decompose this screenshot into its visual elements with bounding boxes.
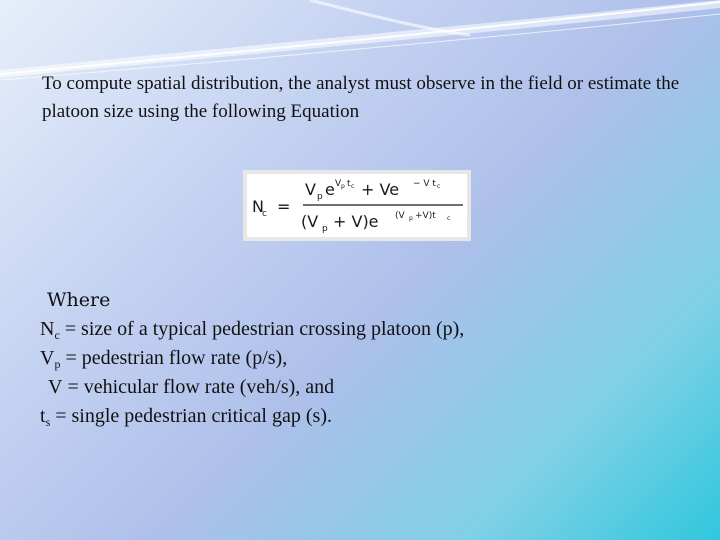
eq-den-exp: (V xyxy=(395,211,405,221)
eq-equals: = xyxy=(277,197,291,216)
definition-line: $V_p$ = pedestrian flow rate (p/s), xyxy=(40,347,288,371)
eq-num-exp2-sub: c xyxy=(437,183,441,190)
eq-den-exp-sub-c: c xyxy=(447,215,451,222)
eq-den-exp-plus: +V)t xyxy=(415,211,436,221)
eq-num-exp2: − V t xyxy=(413,179,436,189)
eq-num-plus: + Ve xyxy=(361,180,400,199)
eq-num-vp-sub: p xyxy=(317,192,323,202)
eq-num-exp1-t-sub: c xyxy=(351,183,355,190)
eq-den-sub-p: p xyxy=(322,224,328,234)
where-heading xyxy=(40,286,680,315)
eq-num-vp: V xyxy=(305,180,316,199)
eq-num-exp1-t: t xyxy=(347,179,351,189)
equation-image xyxy=(243,170,471,241)
definition-line: V = vehicular flow rate (veh/s), and xyxy=(48,376,335,398)
definitions-block xyxy=(40,286,680,431)
eq-num-e: e xyxy=(325,180,335,199)
eq-lhs: N xyxy=(252,197,264,216)
where-label: Where xyxy=(47,289,111,311)
definition-line: $t_s$ = single pedestrian critical gap (s). xyxy=(40,405,332,429)
eq-num-exp1: V xyxy=(335,179,342,189)
eq-den-open: (V xyxy=(301,212,319,231)
eq-lhs-sub: c xyxy=(262,209,267,219)
definition-line: $N_c$ = size of a typical pedestrian crossing platoon (p), xyxy=(40,318,465,342)
intro-paragraph: To compute spatial distribution, the analyst must observe in the field or estimate the platoon size using the following Equation xyxy=(42,73,680,122)
eq-num-exp1-sub: p xyxy=(341,183,345,190)
eq-den-exp-sub-p: p xyxy=(409,215,413,222)
eq-den-plus-v: + V)e xyxy=(333,212,379,231)
